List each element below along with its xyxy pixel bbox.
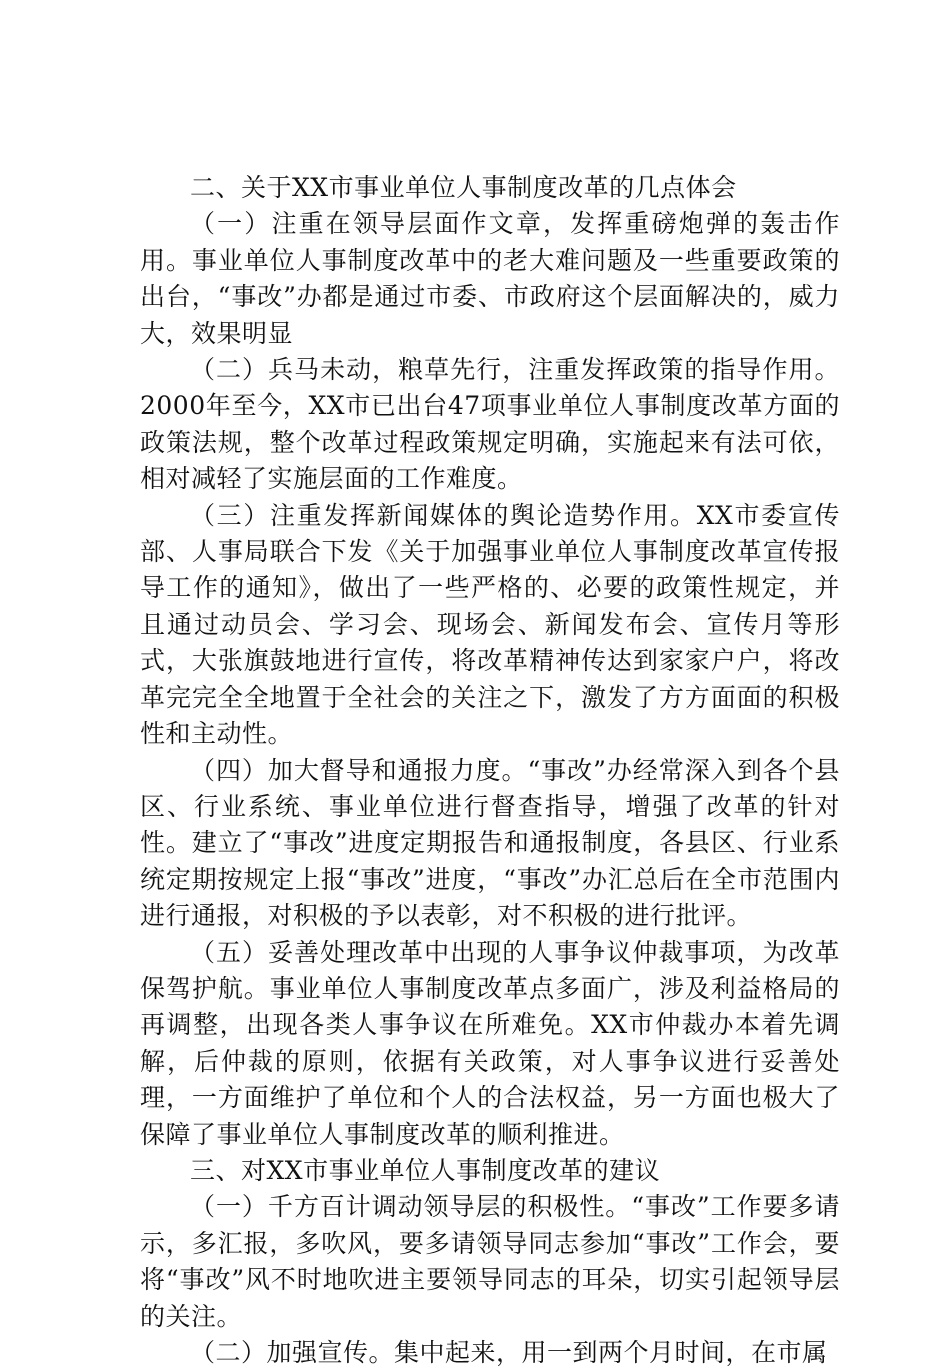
paragraph-3-2: （二）加强宣传。集中起来，用一到两个月时间，在市属 xyxy=(190,1338,828,1367)
paragraph-2-5: （五）妥善处理改革中出现的人事争议仲裁事项，为改革保驾护航。事业单位人事制度改革点多面广，涉及利益格局的再调整，出现各类人事争议在所难免。XX市仲裁办本着先调解，后仲裁的原则，依据有关政策，对人事争议进行妥善处理，一方面维护了单位和个人的合法权益，另一方面也极大了保障了事业单位人事制度改革的顺利推进。 xyxy=(140,937,840,1149)
paragraph-3-1: （一）千方百计调动领导层的积极性。“事改”工作要多请示，多汇报，多吹风，要多请领导同志参加“事改”工作会，要将“事改”风不时地吹进主要领导同志的耳朵，切实引起领导层的关注。 xyxy=(140,1192,840,1331)
paragraph-2-1: （一）注重在领导层面作文章，发挥重磅炮弹的轰击作用。事业单位人事制度改革中的老大难问题及一些重要政策的出台，“事改”办都是通过市委、市政府这个层面解决的，威力大，效果明显 xyxy=(140,209,840,348)
paragraph-2-2: （二）兵马未动，粮草先行，注重发挥政策的指导作用。2000年至今，XX市已出台47项事业单位人事制度改革方面的政策法规，整个改革过程政策规定明确，实施起来有法可依，相对减轻了实施层面的工作难度。 xyxy=(140,355,840,494)
section-heading-3: 三、对XX市事业单位人事制度改革的建议 xyxy=(190,1155,661,1185)
section-heading-2: 二、关于XX市事业单位人事制度改革的几点体会 xyxy=(190,173,737,202)
document-page xyxy=(140,170,840,1371)
paragraph-2-3: （三）注重发挥新闻媒体的舆论造势作用。XX市委宣传部、人事局联合下发《关于加强事业单位人事制度改革宣传报导工作的通知》，做出了一些严格的、必要的政策性规定，并且通过动员会、学习会、现场会、新闻发布会、宣传月等形式，大张旗鼓地进行宣传，将改革精神传达到家家户户，将改革完完全全地置于全社会的关注之下，激发了方方面面的积极性和主动性。 xyxy=(140,500,840,749)
paragraph-2-4: （四）加大督导和通报力度。“事改”办经常深入到各个县区、行业系统、事业单位进行督查指导，增强了改革的针对性。建立了“事改”进度定期报告和通报制度，各县区、行业系统定期按规定上报“事改”进度，“事改”办汇总后在全市范围内进行通报，对积极的予以表彰，对不积极的进行批评。 xyxy=(140,755,840,931)
